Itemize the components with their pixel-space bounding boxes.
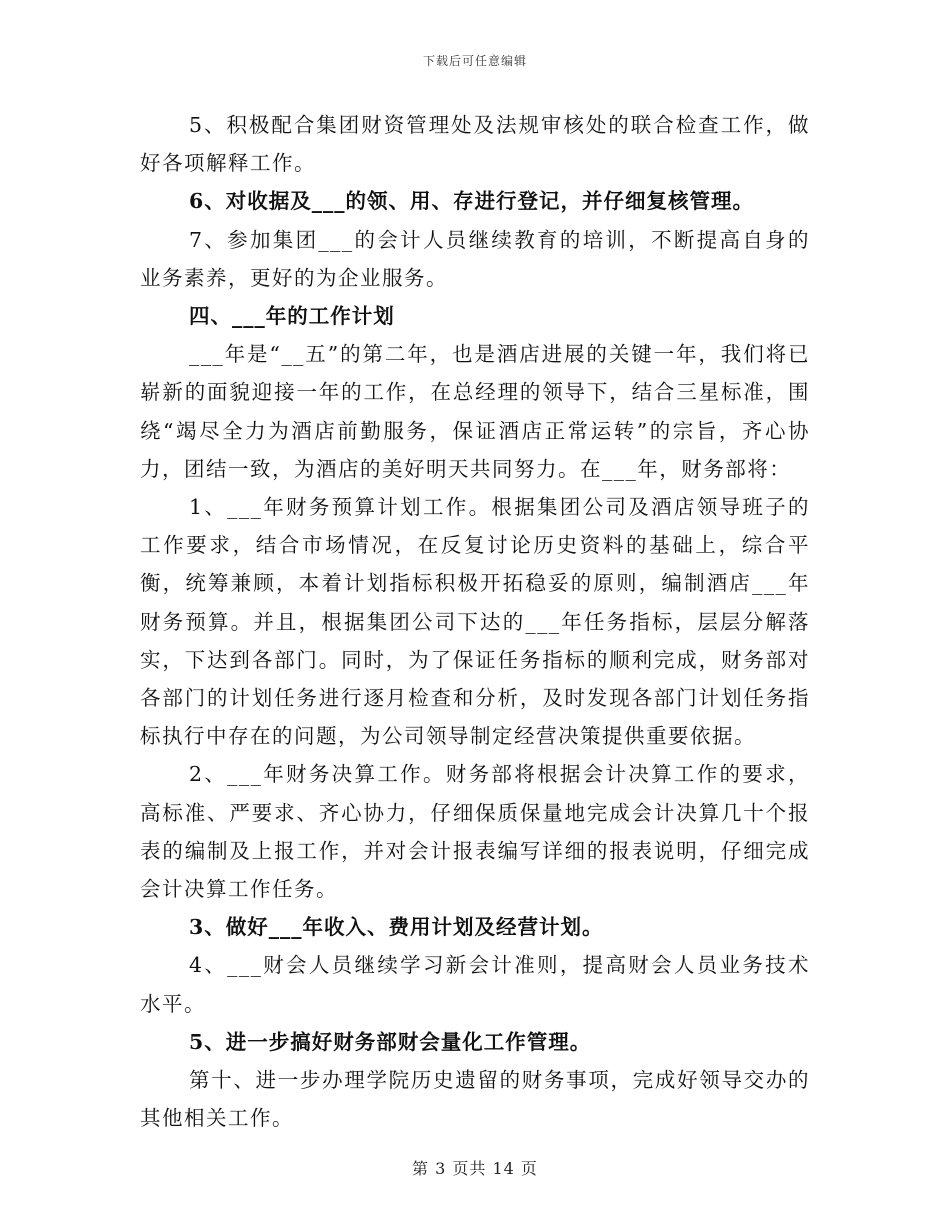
paragraph-item-6-receipts: 6、对收据及___的领、用、存进行登记，并仔细复核管理。	[189, 189, 755, 214]
paragraph-plan-item-2-final-accounts: 2、___年财务决算工作。财务部将根据会计决算工作的要求，高标准、严要求、齐心协力，仔细保质保量地完成会计决算几十个报表的编制及上报工作，并对会计报表编写详细的报表说明，仔细完成会计决算工作任务。	[140, 762, 810, 902]
document-body	[140, 106, 810, 1137]
paragraph-plan-intro: ___年是“__五”的第二年，也是酒店进展的关键一年，我们将已崭新的面貌迎接一年的工作，在总经理的领导下，结合三星标准，围绕“竭尽全力为酒店前勤服务，保证酒店正常运转”的宗旨，齐心协力，团结一致，为酒店的美好明天共同努力。在___年，财务部将：	[140, 342, 810, 481]
paragraph-item-7-training: 7、参加集团___的会计人员继续教育的培训，不断提高自身的业务素养，更好的为企业服务。	[140, 227, 810, 290]
section-heading-work-plan: 四、___年的工作计划	[189, 304, 395, 329]
paragraph-item-5-cooperate: 5、积极配合集团财资管理处及法规审核处的联合检查工作，做好各项解释工作。	[140, 113, 810, 176]
page-header: 下载后可任意编辑	[422, 54, 527, 68]
paragraph-plan-item-10-legacy-matters: 第十、进一步办理学院历史遗留的财务事项，完成好领导交办的其他相关工作。	[140, 1068, 810, 1131]
page-number-footer: 第 3 页共 14 页	[412, 1159, 538, 1178]
paragraph-plan-item-3-income-plan: 3、做好___年收入、费用计划及经营计划。	[189, 915, 604, 940]
paragraph-plan-item-4-staff-learning: 4、___财会人员继续学习新会计准则，提高财会人员业务技术水平。	[140, 953, 810, 1016]
paragraph-plan-item-1-budget: 1、___年财务预算计划工作。根据集团公司及酒店领导班子的工作要求，结合市场情况，在反复讨论历史资料的基础上，综合平衡，统筹兼顾，本着计划指标积极开拓稳妥的原则，编制酒店___年财务预算。并且，根据集团公司下达的___年任务指标，层层分解落实，下达到各部门。同时，为了保证任务指标的顺利完成，财务部对各部门的计划任务进行逐月检查和分析，及时发现各部门计划任务指标执行中存在的问题，为公司领导制定经营决策提供重要依据。	[140, 495, 810, 749]
paragraph-plan-item-5-quantified-management: 5、进一步搞好财务部财会量化工作管理。	[189, 1029, 592, 1054]
